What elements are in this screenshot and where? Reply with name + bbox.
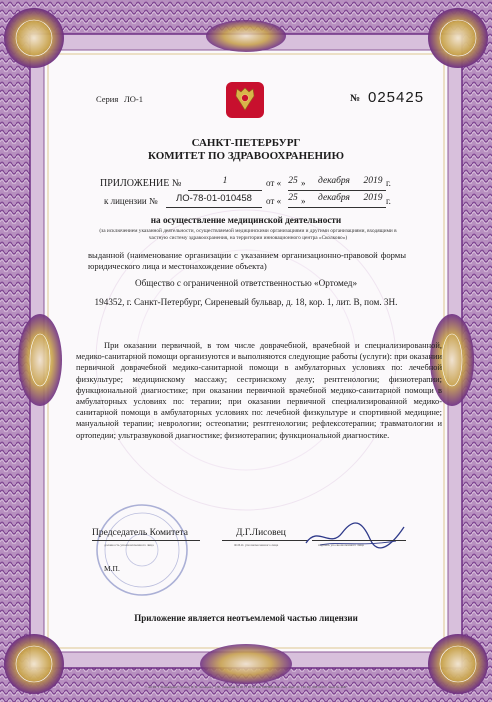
license-label: к лицензии № <box>104 196 158 206</box>
license-year-suffix: г. <box>386 196 391 206</box>
signatory-position: Председатель Комитета <box>92 528 188 538</box>
appendix-date-mid: » <box>301 178 306 188</box>
position-caption: должность уполномоченного лица <box>104 543 154 547</box>
corner-ornament-tr <box>428 8 488 68</box>
appendix-year: 2019 <box>363 176 383 186</box>
number-label: № <box>350 93 361 104</box>
services-paragraph: При оказании первичной, в том числе доврачебной, врачебной и специализированной, медико-санитарной помощи организуются и выполняются следующие работы (услуги): при оказании первичной доврачебной медико-санитарной помощи в амбулаторных условиях по: лечебной физкультуре; медицинскому массажу; сестринскому делу; рентгенологии; физиотерапии; функциональной диагностике; при оказании первичной врачебной медико-санитарной помощи в амбулаторных условиях по: терапии; при оказании первичной специализированной медико-санитарной помощи в амбулаторных условиях по: лечебной физкультуре и спортивной медицине; мануальной терапии; неврологии; остеопатии; рентгенологии; рефлексотерапии; травматологии и ортопедии; ультразвуковой диагностике; физиотерапии; функциональной диагностике. <box>76 340 442 440</box>
appendix-label: ПРИЛОЖЕНИЕ № <box>100 178 182 189</box>
side-ornament-left <box>18 314 62 406</box>
committee-title: КОМИТЕТ ПО ЗДРАВООХРАНЕНИЮ <box>148 150 344 162</box>
organization-address: 194352, г. Санкт-Петербург, Сиреневый бульвар, д. 18, кор. 1, лит. В, пом. 3Н. <box>94 297 398 307</box>
series-label: Серия <box>96 94 119 104</box>
sign-caption: подпись уполномоченного лица <box>318 543 364 547</box>
appendix-number: 1 <box>222 176 228 186</box>
license-number: ЛО-78-01-010458 <box>176 193 252 204</box>
activity-title: на осуществление медицинской деятельности <box>150 215 342 225</box>
activity-note: (за исключением указанной деятельности, осуществляемой медицинскими организациями и другими организациями, входящими в частную систему здравоохранения, на территории инновационного центра «Сколково») <box>99 228 397 241</box>
coat-of-arms-icon <box>223 80 267 120</box>
appendix-day: 25 <box>288 176 298 186</box>
printer-imprint: © АО ИГТ "Бланкпринт" ПЗ Код: Н. Н. Лелицкого" (ЛЕ. Лицензия № 00 03 00 № ФЖ ПИНФИ ФЖ. Лиц. Фрн: ЛС 1М. Пр. 008-2019 г. Заказ №. ФЖ" <box>144 685 348 689</box>
corner-ornament-tl <box>4 8 64 68</box>
footer-note: Приложение является неотъемлемой частью лицензии <box>134 613 358 623</box>
signatory-name: Д.Г.Лисовец <box>236 528 286 538</box>
handwritten-signature <box>300 515 410 555</box>
appendix-month: декабря <box>318 176 350 186</box>
name-caption: Ф.И.О. уполномоченного лица <box>234 543 279 547</box>
appendix-date-prefix: от « <box>266 178 282 188</box>
series-value: ЛО-1 <box>124 94 143 104</box>
license-date-prefix: от « <box>266 196 282 206</box>
top-ornament <box>206 20 286 52</box>
license-date-mid: » <box>301 196 306 206</box>
bottom-ornament <box>200 644 292 684</box>
city-title: САНКТ-ПЕТЕРБУРГ <box>191 137 301 149</box>
organization-name: Общество с ограниченной ответственностью «Ортомед» <box>134 278 358 288</box>
appendix-year-suffix: г. <box>386 178 391 188</box>
license-month: декабря <box>318 193 350 203</box>
license-day: 25 <box>288 193 298 203</box>
stamp-label: М.П. <box>104 564 120 573</box>
document-number: 025425 <box>368 89 425 106</box>
round-seal-icon <box>92 500 192 600</box>
issued-caption: выданной (наименование организации с указанием организационно-правовой формы юридического лица и местонахождение объекта) <box>88 250 406 271</box>
license-year: 2019 <box>363 193 383 203</box>
